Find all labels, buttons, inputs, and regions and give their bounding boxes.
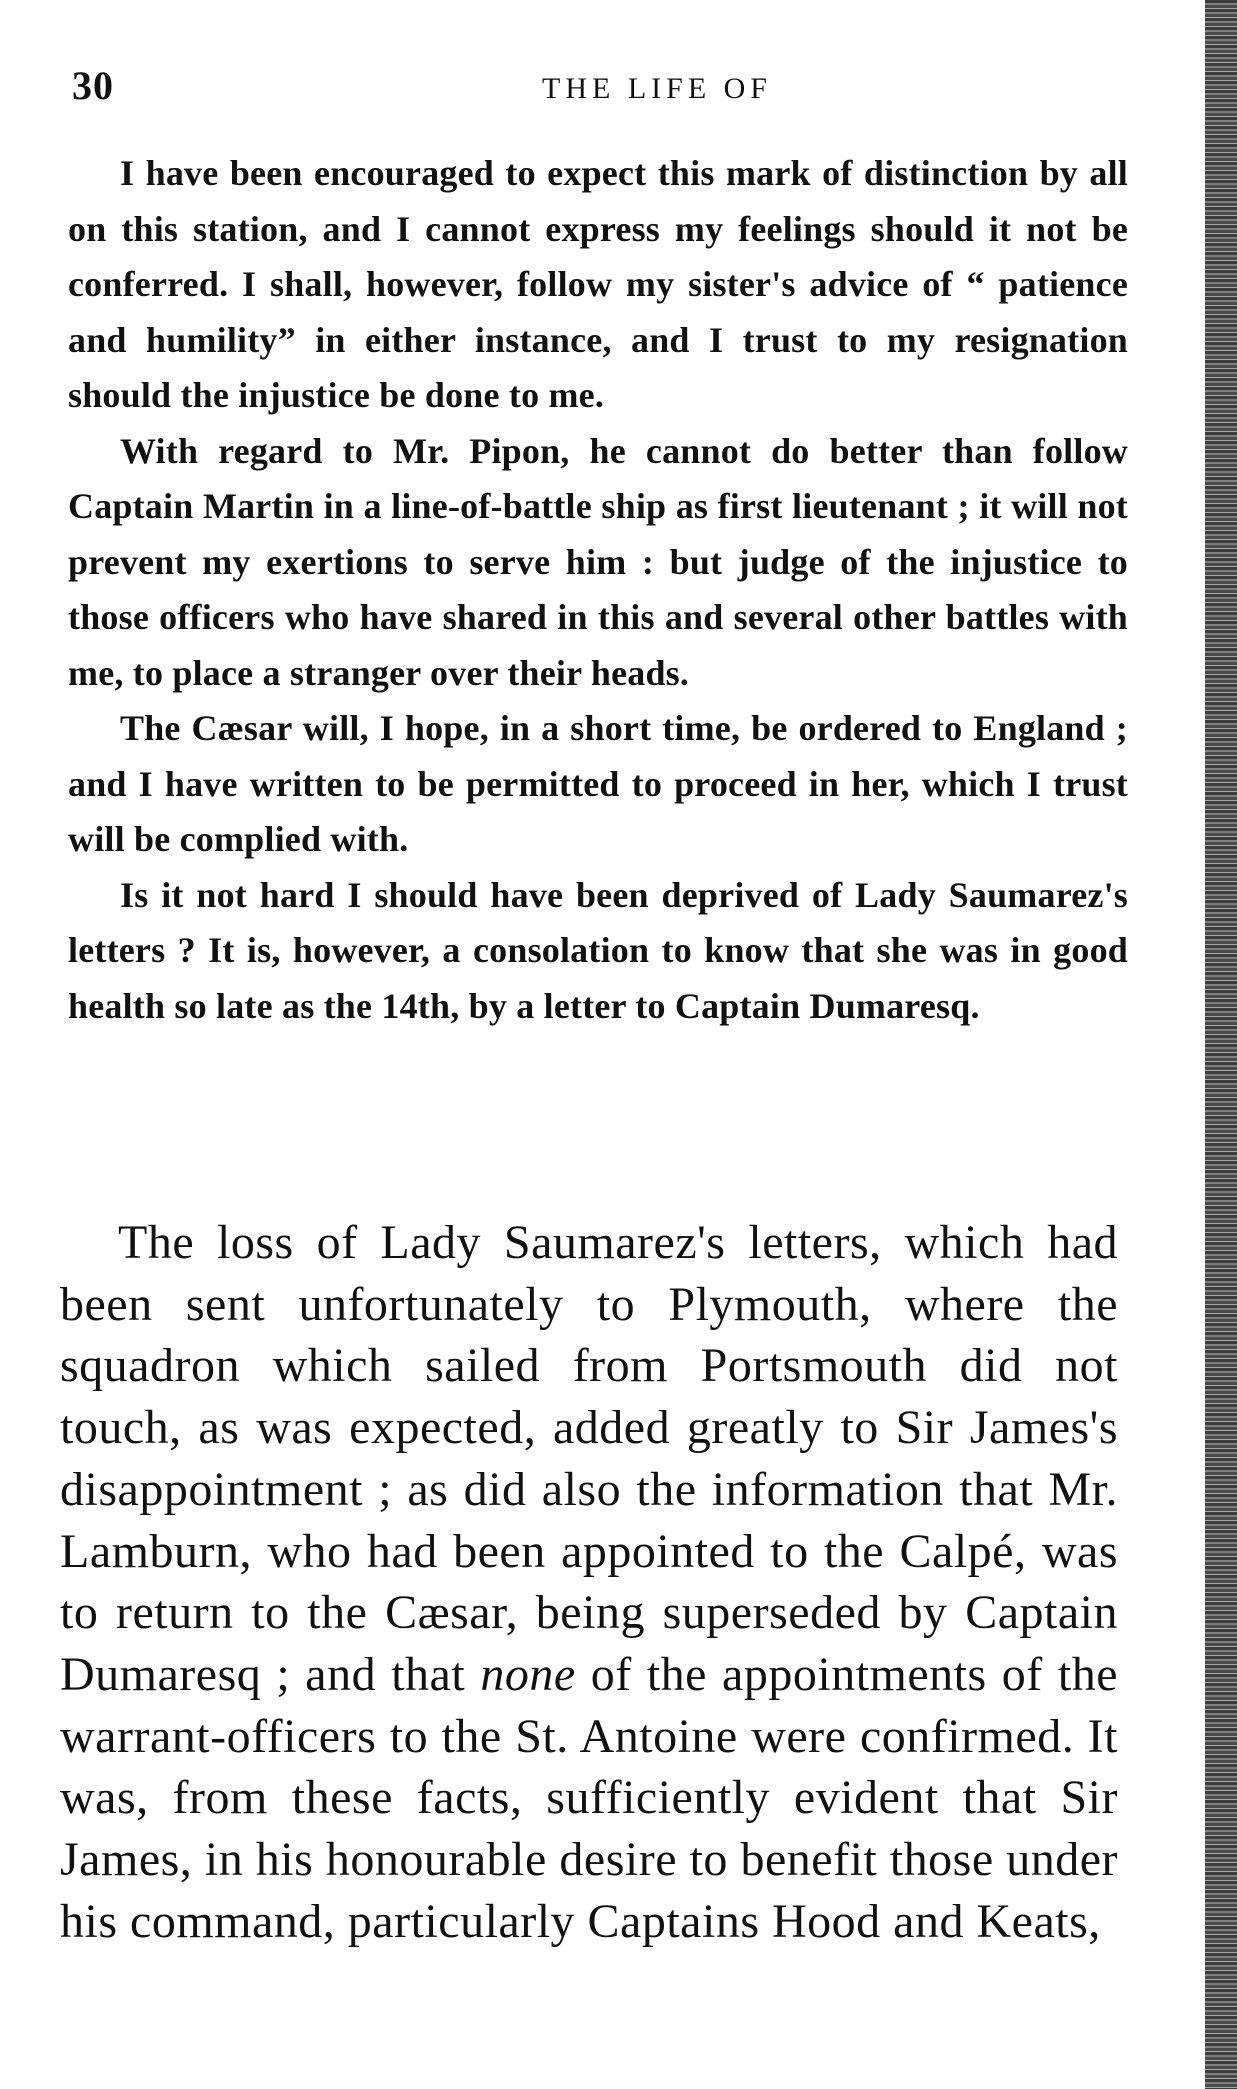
page-number: 30 (72, 63, 114, 108)
narrative-text-part: of the appointments of the warrant-officers to the St. Antoine were confirmed. It was, from these facts, sufficiently evident that Sir James, in his honourable desire to benefit those under his command, particularly Captains Hood and Keats, (60, 1647, 1119, 1948)
page-edge-scan-border (1205, 0, 1237, 2089)
page-header (72, 62, 1132, 122)
letter-paragraph: I have been encouraged to expect this mark of distinction by all on this station, and I cannot express my feelings should it not be conferred. I shall, however, follow my sister's advice of “ patience and humility” in either instance, and I trust to my resignation should the injustice be done to me. (68, 153, 1128, 415)
narrative-text-part: The loss of Lady Saumarez's letters, which had been sent unfortunately to Plymouth, where the squadron which sailed from Portsmouth did not touch, as was expected, added greatly to Sir James's disappointment ; as did also the information that Mr. Lamburn, who had been appointed to the Calpé, was to return to the Cæsar, being superseded by Captain Dumaresq ; and that (60, 1216, 1118, 1701)
running-head: THE LIFE OF (542, 72, 772, 105)
letter-paragraph: The Cæsar will, I hope, in a short time, be ordered to England ; and I have written to be permitted to proceed in her, which I trust will be complied with. (68, 708, 1128, 859)
narrative-text (60, 1212, 1118, 1952)
letter-paragraph: Is it not hard I should have been deprived of Lady Saumarez's letters ? It is, however, a consolation to know that she was in good health so late as the 14th, by a letter to Captain Dumaresq. (68, 874, 1128, 1026)
quoted-letter (68, 146, 1128, 1034)
narrative-paragraph (60, 1212, 1118, 1952)
emphasized-word: none (480, 1647, 576, 1701)
letter-paragraph: With regard to Mr. Pipon, he cannot do better than follow Captain Martin in a line-of-battle ship as first lieutenant ; it will not prevent my exertions to serve him : but judge of the injustice to those officers who have shared in this and several other battles with me, to place a stranger over their heads. (68, 430, 1128, 693)
